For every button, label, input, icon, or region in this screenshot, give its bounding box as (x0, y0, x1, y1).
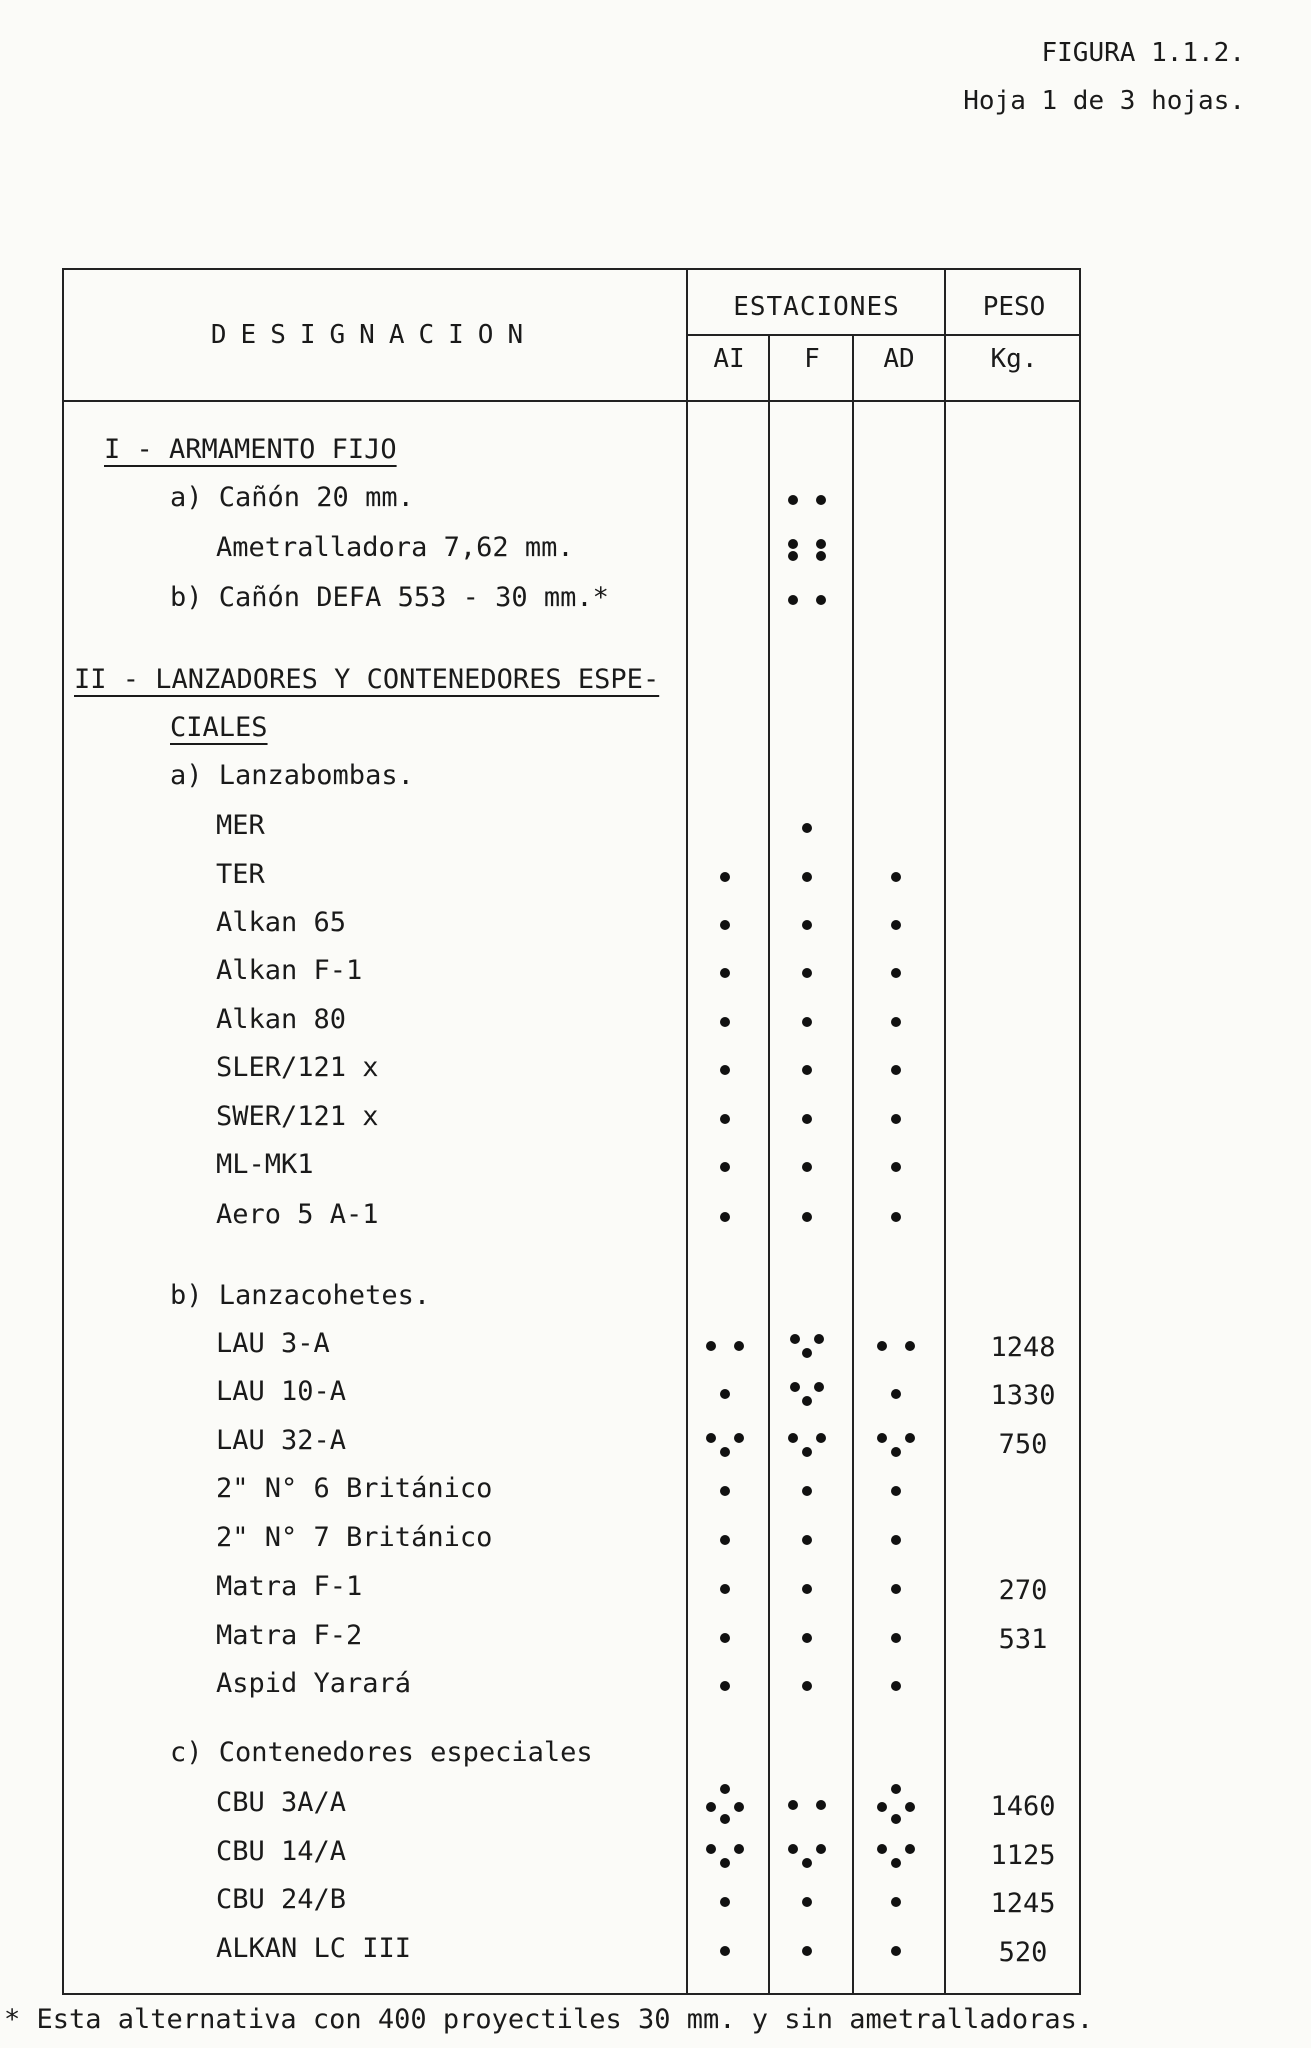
station-dot (816, 495, 826, 505)
sheet-number: Hoja 1 de 3 hojas. (963, 86, 1245, 116)
row-designation: a) Cañón 20 mm. (170, 482, 414, 513)
station-dot (734, 1433, 744, 1443)
header-ad: AD (883, 344, 915, 374)
station-ai-mark (695, 1733, 755, 1773)
station-f-mark (777, 1276, 837, 1316)
station-ad-mark (866, 903, 926, 943)
station-dot (788, 1844, 798, 1854)
station-dot (720, 1897, 730, 1907)
station-f-mark (777, 951, 837, 991)
table-row (0, 1048, 1311, 1088)
table-row (0, 430, 1311, 470)
station-f-mark (777, 1733, 837, 1773)
station-f-mark (777, 1469, 837, 1509)
station-dot (802, 968, 812, 978)
station-f-mark (777, 1832, 837, 1872)
station-ad-mark (866, 1276, 926, 1316)
station-ai-mark (695, 1880, 755, 1920)
station-dot (802, 823, 812, 833)
row-designation: b) Cañón DEFA 553 - 30 mm.* (170, 582, 609, 613)
station-f-mark (777, 1664, 837, 1704)
row-designation: CBU 3A/A (216, 1787, 347, 1818)
station-f-mark (777, 1048, 837, 1088)
station-dot (802, 1162, 812, 1172)
header-stations: ESTACIONES (733, 292, 900, 322)
station-ai-mark (695, 756, 755, 796)
station-ai-mark (695, 430, 755, 470)
row-weight: 1125 (990, 1840, 1056, 1871)
row-designation: b) Lanzacohetes. (170, 1280, 431, 1311)
station-ai-mark (695, 1616, 755, 1656)
station-ad-mark (866, 1832, 926, 1872)
station-ai-mark (695, 951, 755, 991)
station-dot (802, 872, 812, 882)
station-ad-mark (866, 951, 926, 991)
station-dot (877, 1844, 887, 1854)
station-ai-mark (695, 1421, 755, 1461)
station-f-mark (777, 1929, 837, 1969)
station-f-mark (777, 578, 837, 618)
station-ad-mark (866, 1929, 926, 1969)
station-ad-mark (866, 1518, 926, 1558)
table-row (0, 1195, 1311, 1235)
station-ai-mark (695, 1097, 755, 1137)
station-dot (802, 1946, 812, 1956)
station-dot (891, 968, 901, 978)
station-dot (891, 1681, 901, 1691)
station-ai-mark (695, 1145, 755, 1185)
table-row (0, 1097, 1311, 1137)
station-dot (802, 1212, 812, 1222)
row-weight: 750 (998, 1429, 1048, 1460)
row-weight: 270 (998, 1575, 1048, 1606)
station-ad-mark (866, 1324, 926, 1364)
station-dot (720, 1858, 730, 1868)
table-row (0, 1000, 1311, 1040)
station-ad-mark (866, 660, 926, 700)
station-dot (720, 872, 730, 882)
row-designation: Matra F-2 (216, 1620, 363, 1651)
station-dot (891, 920, 901, 930)
row-designation: CIALES (170, 712, 268, 743)
station-dot (891, 1389, 901, 1399)
station-ai-mark (695, 855, 755, 895)
station-f-mark (777, 660, 837, 700)
station-f-mark (777, 1372, 837, 1412)
station-f-mark (777, 806, 837, 846)
station-f-mark (777, 1324, 837, 1364)
station-dot (788, 539, 798, 549)
table-row (0, 1832, 1311, 1872)
station-dot (891, 1447, 901, 1457)
station-dot (802, 1348, 812, 1358)
station-dot (814, 1334, 824, 1344)
table-row (0, 1518, 1311, 1558)
station-f-mark (777, 855, 837, 895)
station-dot (720, 1017, 730, 1027)
station-ai-mark (695, 1832, 755, 1872)
station-ad-mark (866, 478, 926, 518)
station-ad-mark (866, 1048, 926, 1088)
station-dot (706, 1341, 716, 1351)
station-dot (816, 539, 826, 549)
station-ai-mark (695, 903, 755, 943)
station-dot (720, 1814, 730, 1824)
station-f-mark (777, 708, 837, 748)
table-row (0, 1145, 1311, 1185)
header-designation: DESIGNACION (210, 320, 538, 350)
station-f-mark (777, 903, 837, 943)
station-dot (905, 1844, 915, 1854)
station-dot (788, 1800, 798, 1810)
station-f-mark (777, 1616, 837, 1656)
station-ad-mark (866, 1421, 926, 1461)
station-f-mark (777, 430, 837, 470)
table-row (0, 806, 1311, 846)
station-f-mark (777, 1783, 837, 1823)
station-ai-mark (695, 1567, 755, 1607)
station-dot (802, 1065, 812, 1075)
station-dot (905, 1433, 915, 1443)
station-dot (720, 1447, 730, 1457)
station-dot (905, 1341, 915, 1351)
station-dot (802, 920, 812, 930)
station-dot (802, 1486, 812, 1496)
station-ai-mark (695, 1518, 755, 1558)
station-ai-mark (695, 1372, 755, 1412)
row-designation: Aero 5 A-1 (216, 1199, 379, 1230)
row-designation: LAU 10-A (216, 1376, 347, 1407)
station-dot (802, 1017, 812, 1027)
station-dot (877, 1433, 887, 1443)
header-weight: PESO (982, 292, 1046, 322)
station-ai-mark (695, 1929, 755, 1969)
row-designation: 2" N° 6 Británico (216, 1473, 493, 1504)
header-kg: Kg. (990, 344, 1038, 374)
station-dot (877, 1802, 887, 1812)
station-dot (720, 1162, 730, 1172)
row-designation: LAU 3-A (216, 1328, 330, 1359)
row-designation: II - LANZADORES Y CONTENEDORES ESPE- (74, 664, 660, 695)
row-designation: I - ARMAMENTO FIJO (104, 434, 397, 465)
row-designation: CBU 24/B (216, 1884, 347, 1915)
row-weight: 1248 (990, 1332, 1056, 1363)
station-f-mark (777, 478, 837, 518)
row-designation: MER (216, 810, 265, 841)
station-dot (802, 1633, 812, 1643)
station-dot (734, 1802, 744, 1812)
station-dot (877, 1341, 887, 1351)
station-dot (802, 1681, 812, 1691)
row-designation: TER (216, 859, 265, 890)
station-dot (720, 1681, 730, 1691)
station-ad-mark (866, 1880, 926, 1920)
row-designation: SLER/121 x (216, 1052, 379, 1083)
station-ad-mark (866, 1567, 926, 1607)
station-dot (734, 1844, 744, 1854)
row-weight: 531 (998, 1624, 1048, 1655)
row-weight: 1460 (990, 1791, 1056, 1822)
station-ad-mark (866, 1469, 926, 1509)
station-dot (720, 920, 730, 930)
row-designation: c) Contenedores especiales (170, 1737, 593, 1768)
row-designation: CBU 14/A (216, 1836, 347, 1867)
station-dot (720, 1212, 730, 1222)
station-dot (720, 1389, 730, 1399)
station-dot (790, 1334, 800, 1344)
station-dot (802, 1858, 812, 1868)
station-dot (816, 595, 826, 605)
table-row (0, 1616, 1311, 1656)
table-row (0, 1421, 1311, 1461)
table-row (0, 1929, 1311, 1969)
row-designation: 2" N° 7 Británico (216, 1522, 493, 1553)
row-weight: 1330 (990, 1380, 1056, 1411)
footnote: * Esta alternativa con 400 proyectiles 30 mm. y sin ametralladoras. (4, 2004, 1094, 2035)
station-ai-mark (695, 1324, 755, 1364)
station-ad-mark (866, 528, 926, 568)
table-row (0, 578, 1311, 618)
table-row (0, 660, 1311, 700)
station-ai-mark (695, 806, 755, 846)
station-dot (720, 1114, 730, 1124)
station-dot (802, 1447, 812, 1457)
station-dot (720, 1633, 730, 1643)
station-dot (720, 1486, 730, 1496)
table-row (0, 528, 1311, 568)
row-designation: Alkan F-1 (216, 955, 363, 986)
station-dot (891, 1633, 901, 1643)
station-dot (891, 1535, 901, 1545)
row-designation: Ametralladora 7,62 mm. (216, 532, 574, 563)
station-f-mark (777, 1880, 837, 1920)
station-dot (788, 551, 798, 561)
station-f-mark (777, 1145, 837, 1185)
station-dot (706, 1844, 716, 1854)
station-dot (802, 1584, 812, 1594)
station-ad-mark (866, 1733, 926, 1773)
station-ad-mark (866, 1145, 926, 1185)
row-designation: Alkan 80 (216, 1004, 347, 1035)
station-dot (891, 1897, 901, 1907)
table-row (0, 1783, 1311, 1823)
table-row (0, 951, 1311, 991)
station-f-mark (777, 1518, 837, 1558)
station-dot (788, 595, 798, 605)
station-dot (816, 1800, 826, 1810)
station-dot (734, 1341, 744, 1351)
table-row (0, 855, 1311, 895)
station-ad-mark (866, 578, 926, 618)
station-ai-mark (695, 578, 755, 618)
station-dot (720, 1535, 730, 1545)
table-row (0, 1880, 1311, 1920)
station-dot (720, 1065, 730, 1075)
row-weight: 520 (998, 1937, 1048, 1968)
station-ad-mark (866, 855, 926, 895)
station-dot (802, 1114, 812, 1124)
station-ad-mark (866, 1664, 926, 1704)
station-ai-mark (695, 660, 755, 700)
station-ai-mark (695, 1783, 755, 1823)
station-dot (720, 1584, 730, 1594)
station-ai-mark (695, 708, 755, 748)
station-ai-mark (695, 1276, 755, 1316)
row-designation: Alkan 65 (216, 907, 347, 938)
station-dot (706, 1433, 716, 1443)
table-row (0, 1733, 1311, 1773)
station-dot (891, 1584, 901, 1594)
station-dot (816, 551, 826, 561)
row-designation: SWER/121 x (216, 1101, 379, 1132)
station-ad-mark (866, 1616, 926, 1656)
station-dot (891, 1486, 901, 1496)
station-ai-mark (695, 1000, 755, 1040)
station-ai-mark (695, 1195, 755, 1235)
station-dot (720, 1946, 730, 1956)
table-row (0, 756, 1311, 796)
station-ad-mark (866, 1097, 926, 1137)
station-dot (891, 1114, 901, 1124)
station-dot (816, 1433, 826, 1443)
table-row (0, 478, 1311, 518)
table-row (0, 1469, 1311, 1509)
station-dot (788, 495, 798, 505)
station-dot (720, 968, 730, 978)
station-dot (891, 1017, 901, 1027)
row-designation: Aspid Yarará (216, 1668, 412, 1699)
station-f-mark (777, 756, 837, 796)
figure-number: FIGURA 1.1.2. (1041, 38, 1245, 68)
station-ad-mark (866, 430, 926, 470)
station-dot (891, 1212, 901, 1222)
station-dot (802, 1897, 812, 1907)
station-dot (790, 1382, 800, 1392)
station-dot (802, 1396, 812, 1406)
table-row (0, 1324, 1311, 1364)
station-ad-mark (866, 708, 926, 748)
station-dot (802, 1535, 812, 1545)
station-dot (891, 1814, 901, 1824)
station-ad-mark (866, 1372, 926, 1412)
station-f-mark (777, 1000, 837, 1040)
table-row (0, 1567, 1311, 1607)
station-ai-mark (695, 478, 755, 518)
row-weight: 1245 (990, 1888, 1056, 1919)
station-f-mark (777, 1567, 837, 1607)
station-dot (788, 1433, 798, 1443)
station-ai-mark (695, 1048, 755, 1088)
station-dot (891, 1065, 901, 1075)
station-dot (816, 1844, 826, 1854)
station-dot (891, 1946, 901, 1956)
station-ai-mark (695, 1664, 755, 1704)
station-f-mark (777, 1097, 837, 1137)
station-f-mark (777, 528, 837, 568)
station-ad-mark (866, 1000, 926, 1040)
station-ad-mark (866, 806, 926, 846)
station-dot (891, 872, 901, 882)
row-designation: Matra F-1 (216, 1571, 363, 1602)
table-row (0, 903, 1311, 943)
station-ai-mark (695, 1469, 755, 1509)
station-ad-mark (866, 1783, 926, 1823)
row-designation: LAU 32-A (216, 1425, 347, 1456)
row-designation: a) Lanzabombas. (170, 760, 414, 791)
station-dot (891, 1162, 901, 1172)
station-dot (891, 1858, 901, 1868)
station-dot (891, 1784, 901, 1794)
row-designation: ALKAN LC III (216, 1933, 412, 1964)
station-ad-mark (866, 756, 926, 796)
station-dot (706, 1802, 716, 1812)
station-dot (905, 1802, 915, 1812)
table-row (0, 1276, 1311, 1316)
table-row (0, 708, 1311, 748)
station-f-mark (777, 1195, 837, 1235)
station-dot (720, 1784, 730, 1794)
station-ad-mark (866, 1195, 926, 1235)
row-designation: ML-MK1 (216, 1149, 314, 1180)
station-ai-mark (695, 528, 755, 568)
station-dot (814, 1382, 824, 1392)
table-row (0, 1372, 1311, 1412)
header-ai: AI (713, 344, 745, 374)
station-f-mark (777, 1421, 837, 1461)
table-row (0, 1664, 1311, 1704)
header-f: F (804, 344, 820, 374)
